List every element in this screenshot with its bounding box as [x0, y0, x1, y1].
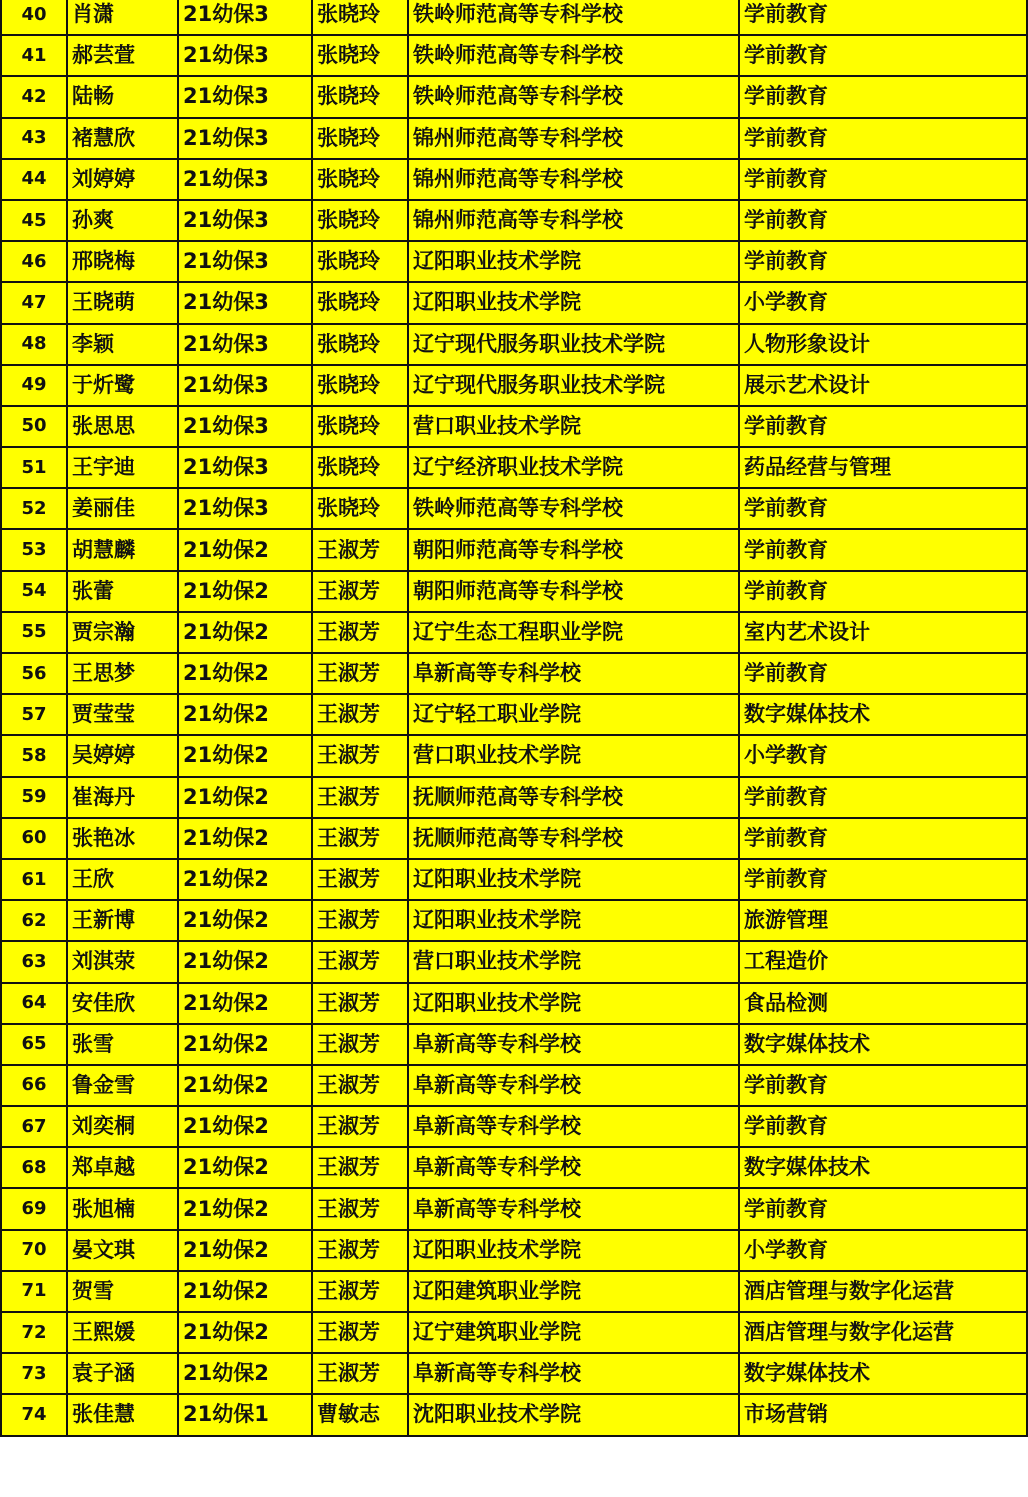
- class-cell[interactable]: 21幼保3: [178, 488, 312, 529]
- row-number-cell[interactable]: 58: [1, 735, 67, 776]
- student-name-cell[interactable]: 张雪: [67, 1024, 178, 1065]
- student-name-cell[interactable]: 张旭楠: [67, 1188, 178, 1229]
- school-cell[interactable]: 沈阳职业技术学院: [408, 1394, 739, 1435]
- class-cell[interactable]: 21幼保2: [178, 1024, 312, 1065]
- student-name-cell[interactable]: 张蕾: [67, 571, 178, 612]
- major-cell[interactable]: 学前教育: [739, 241, 1027, 282]
- teacher-cell[interactable]: 王淑芳: [312, 1024, 408, 1065]
- school-cell[interactable]: 辽阳职业技术学院: [408, 859, 739, 900]
- teacher-cell[interactable]: 王淑芳: [312, 1312, 408, 1353]
- major-cell[interactable]: 小学教育: [739, 1230, 1027, 1271]
- teacher-cell[interactable]: 王淑芳: [312, 777, 408, 818]
- class-cell[interactable]: 21幼保2: [178, 983, 312, 1024]
- class-cell[interactable]: 21幼保2: [178, 777, 312, 818]
- row-number-cell[interactable]: 65: [1, 1024, 67, 1065]
- class-cell[interactable]: 21幼保2: [178, 1271, 312, 1312]
- major-cell[interactable]: 酒店管理与数字化运营: [739, 1312, 1027, 1353]
- class-cell[interactable]: 21幼保2: [178, 1106, 312, 1147]
- school-cell[interactable]: 辽宁经济职业技术学院: [408, 447, 739, 488]
- class-cell[interactable]: 21幼保3: [178, 282, 312, 323]
- table-row: [1, 1188, 1027, 1229]
- table-row: [1, 118, 1027, 159]
- student-name-cell[interactable]: 李颖: [67, 324, 178, 365]
- row-number-cell[interactable]: 73: [1, 1353, 67, 1394]
- school-cell[interactable]: 营口职业技术学院: [408, 406, 739, 447]
- class-cell[interactable]: 21幼保2: [178, 859, 312, 900]
- major-cell[interactable]: 工程造价: [739, 941, 1027, 982]
- class-cell[interactable]: 21幼保2: [178, 1188, 312, 1229]
- student-name-cell[interactable]: 刘淇荥: [67, 941, 178, 982]
- class-cell[interactable]: 21幼保3: [178, 406, 312, 447]
- class-cell[interactable]: 21幼保2: [178, 612, 312, 653]
- teacher-cell[interactable]: 王淑芳: [312, 1353, 408, 1394]
- table-row: [1, 818, 1027, 859]
- school-cell[interactable]: 铁岭师范高等专科学校: [408, 0, 739, 35]
- teacher-cell[interactable]: 王淑芳: [312, 1230, 408, 1271]
- teacher-cell[interactable]: 张晓玲: [312, 200, 408, 241]
- table-row: [1, 0, 1027, 35]
- major-cell[interactable]: 学前教育: [739, 200, 1027, 241]
- teacher-cell[interactable]: 张晓玲: [312, 365, 408, 406]
- major-cell[interactable]: 学前教育: [739, 571, 1027, 612]
- teacher-cell[interactable]: 王淑芳: [312, 859, 408, 900]
- school-cell[interactable]: 阜新高等专科学校: [408, 1188, 739, 1229]
- school-cell[interactable]: 阜新高等专科学校: [408, 1353, 739, 1394]
- table-row: [1, 365, 1027, 406]
- class-cell[interactable]: 21幼保2: [178, 900, 312, 941]
- student-name-cell[interactable]: 张佳慧: [67, 1394, 178, 1435]
- teacher-cell[interactable]: 王淑芳: [312, 529, 408, 570]
- student-name-cell[interactable]: 贾宗瀚: [67, 612, 178, 653]
- student-name-cell[interactable]: 王熙媛: [67, 1312, 178, 1353]
- class-cell[interactable]: 21幼保2: [178, 653, 312, 694]
- teacher-cell[interactable]: 王淑芳: [312, 1188, 408, 1229]
- student-name-cell[interactable]: 孙爽: [67, 200, 178, 241]
- class-cell[interactable]: 21幼保3: [178, 447, 312, 488]
- student-name-cell[interactable]: 郝芸萱: [67, 35, 178, 76]
- major-cell[interactable]: 学前教育: [739, 35, 1027, 76]
- class-cell[interactable]: 21幼保2: [178, 1065, 312, 1106]
- school-cell[interactable]: 辽宁生态工程职业学院: [408, 612, 739, 653]
- table-row: [1, 200, 1027, 241]
- major-cell[interactable]: 小学教育: [739, 282, 1027, 323]
- row-number-cell[interactable]: 46: [1, 241, 67, 282]
- table-row: [1, 406, 1027, 447]
- major-cell[interactable]: 食品检测: [739, 983, 1027, 1024]
- major-cell[interactable]: 小学教育: [739, 735, 1027, 776]
- teacher-cell[interactable]: 王淑芳: [312, 735, 408, 776]
- table-row: [1, 1271, 1027, 1312]
- table-row: [1, 282, 1027, 323]
- student-name-cell[interactable]: 贾莹莹: [67, 694, 178, 735]
- row-number-cell[interactable]: 74: [1, 1394, 67, 1435]
- major-cell[interactable]: 学前教育: [739, 818, 1027, 859]
- major-cell[interactable]: 学前教育: [739, 118, 1027, 159]
- teacher-cell[interactable]: 王淑芳: [312, 818, 408, 859]
- row-number-cell[interactable]: 53: [1, 529, 67, 570]
- teacher-cell[interactable]: 张晓玲: [312, 488, 408, 529]
- row-number-cell[interactable]: 41: [1, 35, 67, 76]
- student-name-cell[interactable]: 郑卓越: [67, 1147, 178, 1188]
- teacher-cell[interactable]: 张晓玲: [312, 159, 408, 200]
- row-number-cell[interactable]: 50: [1, 406, 67, 447]
- row-number-cell[interactable]: 70: [1, 1230, 67, 1271]
- class-cell[interactable]: 21幼保3: [178, 159, 312, 200]
- student-name-cell[interactable]: 贺雪: [67, 1271, 178, 1312]
- table-row: [1, 653, 1027, 694]
- row-number-cell[interactable]: 56: [1, 653, 67, 694]
- row-number-cell[interactable]: 72: [1, 1312, 67, 1353]
- teacher-cell[interactable]: 张晓玲: [312, 447, 408, 488]
- row-number-cell[interactable]: 49: [1, 365, 67, 406]
- school-cell[interactable]: 阜新高等专科学校: [408, 1065, 739, 1106]
- student-name-cell[interactable]: 王晓萌: [67, 282, 178, 323]
- student-name-cell[interactable]: 晏文琪: [67, 1230, 178, 1271]
- row-number-cell[interactable]: 68: [1, 1147, 67, 1188]
- row-number-cell[interactable]: 43: [1, 118, 67, 159]
- table-row: [1, 159, 1027, 200]
- table-row: [1, 900, 1027, 941]
- table-row: [1, 694, 1027, 735]
- row-number-cell[interactable]: 67: [1, 1106, 67, 1147]
- major-cell[interactable]: 学前教育: [739, 653, 1027, 694]
- student-name-cell[interactable]: 张思思: [67, 406, 178, 447]
- major-cell[interactable]: 学前教育: [739, 1065, 1027, 1106]
- teacher-cell[interactable]: 王淑芳: [312, 941, 408, 982]
- major-cell[interactable]: 学前教育: [739, 859, 1027, 900]
- class-cell[interactable]: 21幼保2: [178, 1353, 312, 1394]
- class-cell[interactable]: 21幼保3: [178, 35, 312, 76]
- major-cell[interactable]: 市场营销: [739, 1394, 1027, 1435]
- school-cell[interactable]: 辽阳职业技术学院: [408, 983, 739, 1024]
- major-cell[interactable]: 数字媒体技术: [739, 1353, 1027, 1394]
- major-cell[interactable]: 学前教育: [739, 777, 1027, 818]
- school-cell[interactable]: 辽阳职业技术学院: [408, 282, 739, 323]
- school-cell[interactable]: 铁岭师范高等专科学校: [408, 76, 739, 117]
- major-cell[interactable]: 学前教育: [739, 1106, 1027, 1147]
- student-name-cell[interactable]: 王新博: [67, 900, 178, 941]
- student-name-cell[interactable]: 安佳欣: [67, 983, 178, 1024]
- row-number-cell[interactable]: 61: [1, 859, 67, 900]
- school-cell[interactable]: 铁岭师范高等专科学校: [408, 35, 739, 76]
- class-cell[interactable]: 21幼保2: [178, 1312, 312, 1353]
- row-number-cell[interactable]: 55: [1, 612, 67, 653]
- table-row: [1, 735, 1027, 776]
- school-cell[interactable]: 锦州师范高等专科学校: [408, 200, 739, 241]
- student-name-cell[interactable]: 袁子涵: [67, 1353, 178, 1394]
- major-cell[interactable]: 学前教育: [739, 488, 1027, 529]
- roster-body: [1, 0, 1027, 1436]
- student-name-cell[interactable]: 胡慧麟: [67, 529, 178, 570]
- class-cell[interactable]: 21幼保3: [178, 324, 312, 365]
- teacher-cell[interactable]: 王淑芳: [312, 694, 408, 735]
- student-name-cell[interactable]: 陆畅: [67, 76, 178, 117]
- school-cell[interactable]: 阜新高等专科学校: [408, 653, 739, 694]
- row-number-cell[interactable]: 63: [1, 941, 67, 982]
- table-row: [1, 324, 1027, 365]
- row-number-cell[interactable]: 44: [1, 159, 67, 200]
- student-name-cell[interactable]: 邢晓梅: [67, 241, 178, 282]
- major-cell[interactable]: 展示艺术设计: [739, 365, 1027, 406]
- table-row: [1, 488, 1027, 529]
- major-cell[interactable]: 室内艺术设计: [739, 612, 1027, 653]
- row-number-cell[interactable]: 42: [1, 76, 67, 117]
- major-cell[interactable]: 数字媒体技术: [739, 694, 1027, 735]
- table-row: [1, 529, 1027, 570]
- table-row: [1, 1106, 1027, 1147]
- school-cell[interactable]: 朝阳师范高等专科学校: [408, 571, 739, 612]
- teacher-cell[interactable]: 王淑芳: [312, 1147, 408, 1188]
- row-number-cell[interactable]: 40: [1, 0, 67, 35]
- student-name-cell[interactable]: 褚慧欣: [67, 118, 178, 159]
- class-cell[interactable]: 21幼保2: [178, 529, 312, 570]
- teacher-cell[interactable]: 张晓玲: [312, 282, 408, 323]
- teacher-cell[interactable]: 张晓玲: [312, 241, 408, 282]
- row-number-cell[interactable]: 52: [1, 488, 67, 529]
- class-cell[interactable]: 21幼保1: [178, 1394, 312, 1435]
- teacher-cell[interactable]: 张晓玲: [312, 0, 408, 35]
- class-cell[interactable]: 21幼保2: [178, 1230, 312, 1271]
- row-number-cell[interactable]: 48: [1, 324, 67, 365]
- school-cell[interactable]: 辽宁建筑职业学院: [408, 1312, 739, 1353]
- row-number-cell[interactable]: 71: [1, 1271, 67, 1312]
- row-number-cell[interactable]: 64: [1, 983, 67, 1024]
- table-row: [1, 76, 1027, 117]
- major-cell[interactable]: 旅游管理: [739, 900, 1027, 941]
- class-cell[interactable]: 21幼保2: [178, 735, 312, 776]
- teacher-cell[interactable]: 张晓玲: [312, 35, 408, 76]
- class-cell[interactable]: 21幼保2: [178, 1147, 312, 1188]
- school-cell[interactable]: 阜新高等专科学校: [408, 1024, 739, 1065]
- table-row: [1, 941, 1027, 982]
- school-cell[interactable]: 营口职业技术学院: [408, 941, 739, 982]
- teacher-cell[interactable]: 王淑芳: [312, 612, 408, 653]
- school-cell[interactable]: 辽宁轻工职业学院: [408, 694, 739, 735]
- class-cell[interactable]: 21幼保3: [178, 0, 312, 35]
- school-cell[interactable]: 阜新高等专科学校: [408, 1147, 739, 1188]
- major-cell[interactable]: 酒店管理与数字化运营: [739, 1271, 1027, 1312]
- teacher-cell[interactable]: 王淑芳: [312, 1106, 408, 1147]
- table-row: [1, 1065, 1027, 1106]
- row-number-cell[interactable]: 60: [1, 818, 67, 859]
- teacher-cell[interactable]: 王淑芳: [312, 653, 408, 694]
- school-cell[interactable]: 铁岭师范高等专科学校: [408, 488, 739, 529]
- class-cell[interactable]: 21幼保3: [178, 365, 312, 406]
- table-row: [1, 983, 1027, 1024]
- teacher-cell[interactable]: 王淑芳: [312, 571, 408, 612]
- student-name-cell[interactable]: 王思梦: [67, 653, 178, 694]
- student-name-cell[interactable]: 王宇迪: [67, 447, 178, 488]
- teacher-cell[interactable]: 曹敏志: [312, 1394, 408, 1435]
- class-cell[interactable]: 21幼保2: [178, 818, 312, 859]
- row-number-cell[interactable]: 59: [1, 777, 67, 818]
- table-row: [1, 1312, 1027, 1353]
- class-cell[interactable]: 21幼保2: [178, 694, 312, 735]
- school-cell[interactable]: 辽阳建筑职业学院: [408, 1271, 739, 1312]
- row-number-cell[interactable]: 69: [1, 1188, 67, 1229]
- school-cell[interactable]: 辽阳职业技术学院: [408, 241, 739, 282]
- school-cell[interactable]: 朝阳师范高等专科学校: [408, 529, 739, 570]
- student-name-cell[interactable]: 吴婷婷: [67, 735, 178, 776]
- major-cell[interactable]: 学前教育: [739, 0, 1027, 35]
- row-number-cell[interactable]: 66: [1, 1065, 67, 1106]
- student-name-cell[interactable]: 刘婷婷: [67, 159, 178, 200]
- school-cell[interactable]: 锦州师范高等专科学校: [408, 159, 739, 200]
- table-row: [1, 241, 1027, 282]
- table-row: [1, 35, 1027, 76]
- class-cell[interactable]: 21幼保2: [178, 941, 312, 982]
- table-row: [1, 777, 1027, 818]
- student-name-cell[interactable]: 崔海丹: [67, 777, 178, 818]
- major-cell[interactable]: 人物形象设计: [739, 324, 1027, 365]
- major-cell[interactable]: 学前教育: [739, 159, 1027, 200]
- table-row: [1, 1230, 1027, 1271]
- student-name-cell[interactable]: 王欣: [67, 859, 178, 900]
- table-row: [1, 1353, 1027, 1394]
- class-cell[interactable]: 21幼保3: [178, 241, 312, 282]
- student-name-cell[interactable]: 鲁金雪: [67, 1065, 178, 1106]
- row-number-cell[interactable]: 62: [1, 900, 67, 941]
- major-cell[interactable]: 学前教育: [739, 76, 1027, 117]
- school-cell[interactable]: 抚顺师范高等专科学校: [408, 777, 739, 818]
- school-cell[interactable]: 锦州师范高等专科学校: [408, 118, 739, 159]
- school-cell[interactable]: 抚顺师范高等专科学校: [408, 818, 739, 859]
- row-number-cell[interactable]: 47: [1, 282, 67, 323]
- class-cell[interactable]: 21幼保3: [178, 200, 312, 241]
- table-row: [1, 1394, 1027, 1435]
- major-cell[interactable]: 数字媒体技术: [739, 1024, 1027, 1065]
- student-name-cell[interactable]: 于炘鹭: [67, 365, 178, 406]
- row-number-cell[interactable]: 54: [1, 571, 67, 612]
- major-cell[interactable]: 数字媒体技术: [739, 1147, 1027, 1188]
- school-cell[interactable]: 辽宁现代服务职业技术学院: [408, 365, 739, 406]
- school-cell[interactable]: 辽宁现代服务职业技术学院: [408, 324, 739, 365]
- teacher-cell[interactable]: 张晓玲: [312, 76, 408, 117]
- teacher-cell[interactable]: 张晓玲: [312, 324, 408, 365]
- table-row: [1, 859, 1027, 900]
- table-row: [1, 612, 1027, 653]
- teacher-cell[interactable]: 张晓玲: [312, 406, 408, 447]
- row-number-cell[interactable]: 45: [1, 200, 67, 241]
- row-number-cell[interactable]: 57: [1, 694, 67, 735]
- major-cell[interactable]: 学前教育: [739, 406, 1027, 447]
- student-name-cell[interactable]: 刘奕桐: [67, 1106, 178, 1147]
- table-row: [1, 447, 1027, 488]
- school-cell[interactable]: 阜新高等专科学校: [408, 1106, 739, 1147]
- teacher-cell[interactable]: 王淑芳: [312, 1271, 408, 1312]
- teacher-cell[interactable]: 张晓玲: [312, 118, 408, 159]
- student-name-cell[interactable]: 张艳冰: [67, 818, 178, 859]
- teacher-cell[interactable]: 王淑芳: [312, 900, 408, 941]
- school-cell[interactable]: 营口职业技术学院: [408, 735, 739, 776]
- table-row: [1, 1024, 1027, 1065]
- teacher-cell[interactable]: 王淑芳: [312, 983, 408, 1024]
- table-row: [1, 1147, 1027, 1188]
- student-name-cell[interactable]: 姜丽佳: [67, 488, 178, 529]
- class-cell[interactable]: 21幼保3: [178, 118, 312, 159]
- class-cell[interactable]: 21幼保3: [178, 76, 312, 117]
- teacher-cell[interactable]: 王淑芳: [312, 1065, 408, 1106]
- student-name-cell[interactable]: 肖潇: [67, 0, 178, 35]
- major-cell[interactable]: 药品经营与管理: [739, 447, 1027, 488]
- major-cell[interactable]: 学前教育: [739, 1188, 1027, 1229]
- class-cell[interactable]: 21幼保2: [178, 571, 312, 612]
- row-number-cell[interactable]: 51: [1, 447, 67, 488]
- school-cell[interactable]: 辽阳职业技术学院: [408, 1230, 739, 1271]
- school-cell[interactable]: 辽阳职业技术学院: [408, 900, 739, 941]
- major-cell[interactable]: 学前教育: [739, 529, 1027, 570]
- table-row: [1, 571, 1027, 612]
